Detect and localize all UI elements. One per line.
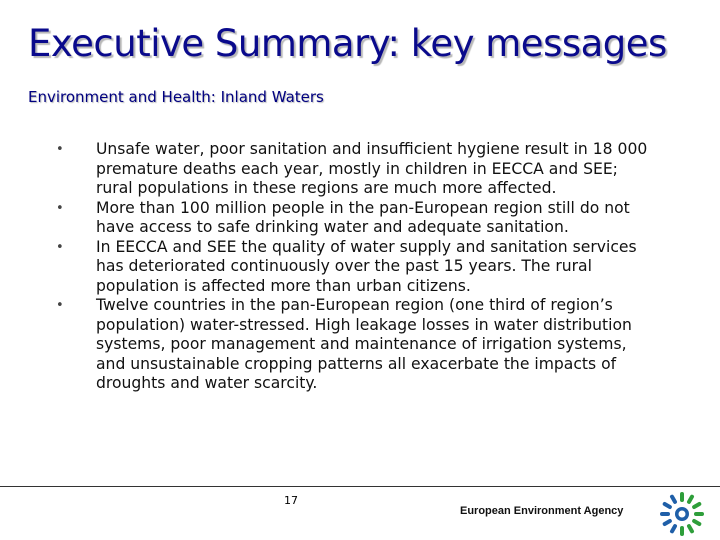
bullet-item <box>52 140 652 199</box>
bullet-dot-icon: • <box>56 298 64 313</box>
bullet-dot-icon: • <box>56 142 64 157</box>
bullet-dot-icon: • <box>56 200 64 216</box>
footer-org-name: European Environment Agency <box>460 505 624 517</box>
eea-logo-icon <box>656 490 708 538</box>
bullet-item <box>52 199 652 238</box>
bullet-item <box>52 238 652 297</box>
bullet-item <box>52 296 652 394</box>
bullet-text: Unsafe water, poor sanitation and insufficient hygiene result in 18 000 premature deaths each year, mostly in children in EECCA and SEE; rural populations in these regions are much more affected. <box>96 140 648 197</box>
bullet-dot-icon: • <box>56 239 64 255</box>
slide-title: Executive Summary: key messages <box>28 22 667 65</box>
bullet-text: More than 100 million people in the pan-European region still do not have access to safe drinking water and adequate sanitation. <box>96 198 630 236</box>
bullet-text: In EECCA and SEE the quality of water supply and sanitation services has deteriorated continuously over the past 15 years. The rural population is affected more than urban citizens. <box>96 237 637 295</box>
bullet-list <box>52 140 652 394</box>
footer-divider <box>0 486 720 487</box>
page-number: 17 <box>284 494 298 507</box>
bullet-text: Twelve countries in the pan-European region (one third of region’s population) water-stressed. High leakage losses in water distribution systems, poor management and maintenance of irrigation systems, and unsustainable cropping patterns all exacerbate the impacts of droughts and water scarcity. <box>96 296 632 392</box>
slide-subtitle: Environment and Health: Inland Waters <box>28 88 324 106</box>
